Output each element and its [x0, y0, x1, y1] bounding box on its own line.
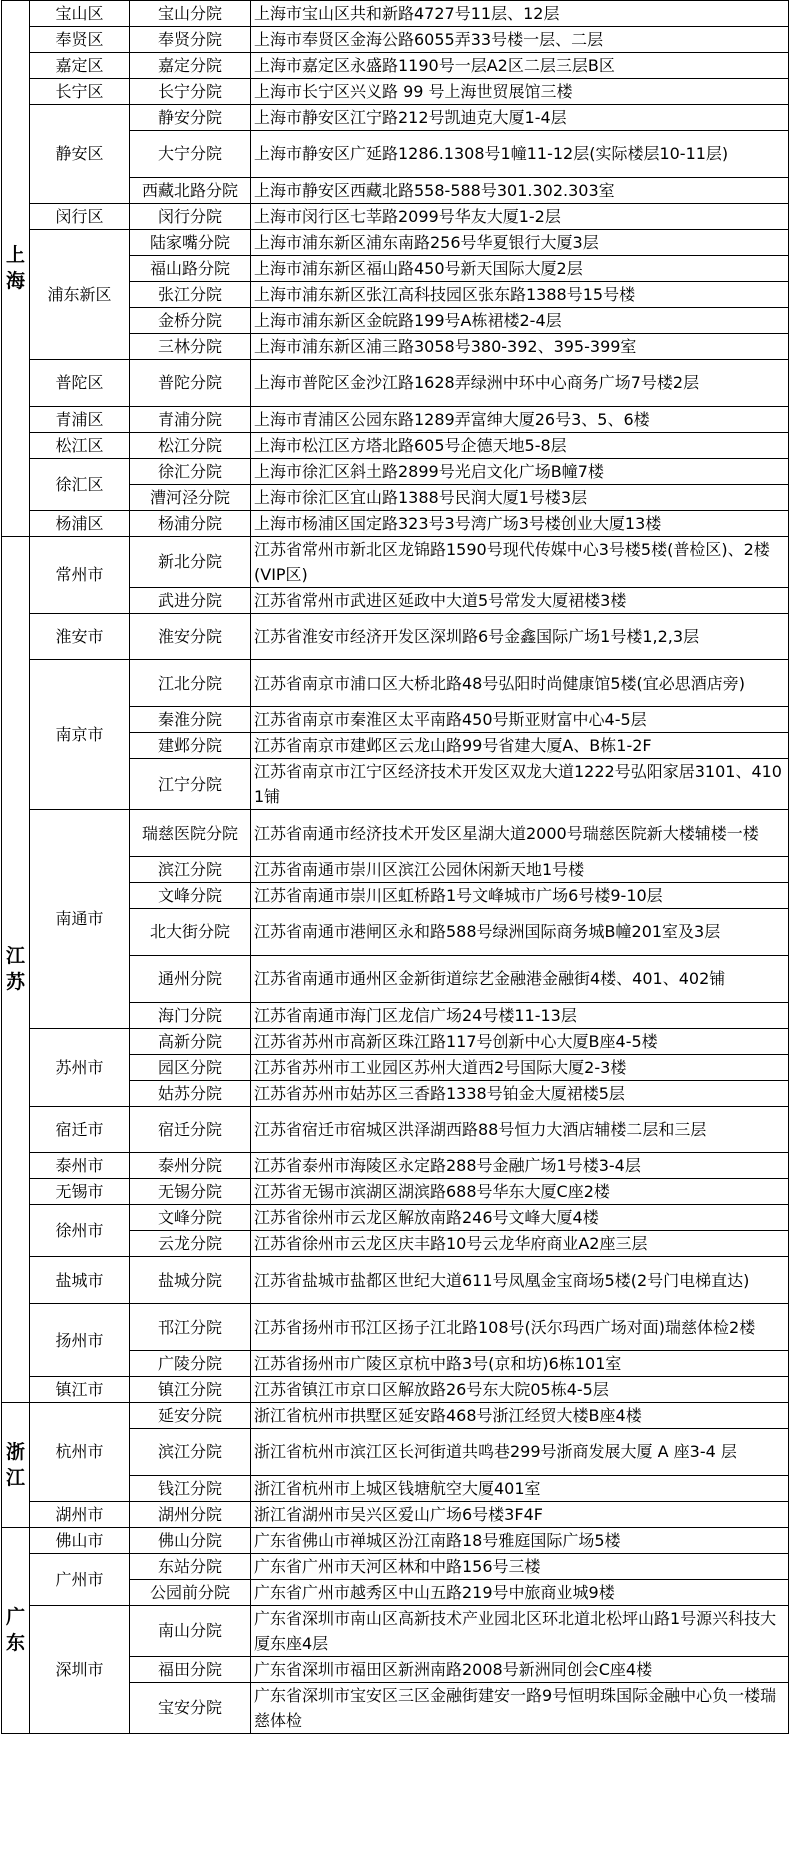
branch-cell: 滨江分院	[130, 856, 251, 882]
branch-cell: 云龙分院	[130, 1231, 251, 1257]
address-cell: 江苏省南京市江宁区经济技术开发区双龙大道1222号弘阳家居3101、4101铺	[251, 759, 789, 810]
branch-cell: 张江分院	[130, 281, 251, 307]
table-row	[2, 105, 789, 131]
district-cell: 普陀区	[30, 359, 130, 406]
district-cell: 常州市	[30, 536, 130, 613]
table-row	[2, 359, 789, 406]
province-cell	[2, 1402, 30, 1527]
branch-cell: 西藏北路分院	[130, 177, 251, 203]
district-cell: 青浦区	[30, 406, 130, 432]
address-cell: 江苏省南通市崇川区虹桥路1号文峰城市广场6号楼9-10层	[251, 882, 789, 908]
branch-cell: 漕河泾分院	[130, 484, 251, 510]
district-cell: 盐城市	[30, 1257, 130, 1304]
address-cell: 江苏省徐州市云龙区庆丰路10号云龙华府商业A2座三层	[251, 1231, 789, 1257]
address-cell: 广东省深圳市福田区新洲南路2008号新洲同创会C座4楼	[251, 1656, 789, 1682]
address-cell: 上海市奉贤区金海公路6055弄33号楼一层、二层	[251, 27, 789, 53]
branch-cell: 静安分院	[130, 105, 251, 131]
address-cell: 上海市青浦区公园东路1289弄富绅大厦26号3、5、6楼	[251, 406, 789, 432]
address-cell: 江苏省南京市浦口区大桥北路48号弘阳时尚健康馆5楼(宜必思酒店旁)	[251, 660, 789, 707]
district-cell: 广州市	[30, 1553, 130, 1605]
table-row	[2, 1402, 789, 1428]
table-row	[2, 1501, 789, 1527]
address-cell: 江苏省扬州市广陵区京杭中路3号(京和坊)6栋101室	[251, 1350, 789, 1376]
district-cell: 浦东新区	[30, 229, 130, 359]
branch-cell: 东站分院	[130, 1553, 251, 1579]
address-cell: 浙江省杭州市滨江区长河街道共鸣巷299号浙商发展大厦 A 座3-4 层	[251, 1428, 789, 1475]
branch-cell: 嘉定分院	[130, 53, 251, 79]
table-body	[2, 1, 789, 1734]
branch-cell: 新北分院	[130, 536, 251, 587]
address-cell: 江苏省苏州市高新区珠江路117号创新中心大厦B座4-5楼	[251, 1028, 789, 1054]
branch-cell: 江北分院	[130, 660, 251, 707]
address-cell: 上海市徐汇区宜山路1388号民润大厦1号楼3层	[251, 484, 789, 510]
table-row	[2, 1028, 789, 1054]
address-cell: 江苏省南通市崇川区滨江公园休闲新天地1号楼	[251, 856, 789, 882]
address-cell: 江苏省南通市海门区龙信广场24号楼11-13层	[251, 1002, 789, 1028]
branch-cell: 青浦分院	[130, 406, 251, 432]
branch-cell: 滨江分院	[130, 1428, 251, 1475]
table-row	[2, 1153, 789, 1179]
branch-cell: 无锡分院	[130, 1179, 251, 1205]
table-row	[2, 536, 789, 587]
table-row	[2, 432, 789, 458]
branch-cell: 秦淮分院	[130, 707, 251, 733]
address-cell: 江苏省南京市秦淮区太平南路450号斯亚财富中心4-5层	[251, 707, 789, 733]
table-row	[2, 1304, 789, 1351]
province-cell	[2, 1527, 30, 1733]
address-cell: 上海市杨浦区国定路323号3号湾广场3号楼创业大厦13楼	[251, 510, 789, 536]
branch-cell: 松江分院	[130, 432, 251, 458]
district-cell: 湖州市	[30, 1501, 130, 1527]
district-cell: 淮安市	[30, 613, 130, 660]
district-cell: 徐汇区	[30, 458, 130, 510]
district-cell: 松江区	[30, 432, 130, 458]
address-cell: 广东省广州市天河区林和中路156号三楼	[251, 1553, 789, 1579]
branch-cell: 文峰分院	[130, 882, 251, 908]
address-cell: 上海市长宁区兴义路 99 号上海世贸展馆三楼	[251, 79, 789, 105]
address-cell: 江苏省南通市港闸区永和路588号绿洲国际商务城B幢201室及3层	[251, 908, 789, 955]
branch-cell: 海门分院	[130, 1002, 251, 1028]
address-cell: 上海市静安区江宁路212号凯迪克大厦1-4层	[251, 105, 789, 131]
district-cell: 镇江市	[30, 1376, 130, 1402]
address-cell: 上海市浦东新区张江高科技园区张东路1388号15号楼	[251, 281, 789, 307]
address-cell: 江苏省淮安市经济开发区深圳路6号金鑫国际广场1号楼1,2,3层	[251, 613, 789, 660]
district-cell: 徐州市	[30, 1205, 130, 1257]
address-cell: 江苏省常州市武进区延政中大道5号常发大厦裙楼3楼	[251, 587, 789, 613]
table-row	[2, 229, 789, 255]
branch-table	[1, 0, 789, 1734]
branch-cell: 北大街分院	[130, 908, 251, 955]
table-row	[2, 613, 789, 660]
branch-cell: 福山路分院	[130, 255, 251, 281]
address-cell: 上海市浦东新区浦东南路256号华夏银行大厦3层	[251, 229, 789, 255]
address-cell: 上海市静安区广延路1286.1308号1幢11-12层(实际楼层10-11层)	[251, 131, 789, 178]
table-row	[2, 1605, 789, 1656]
branch-cell: 高新分院	[130, 1028, 251, 1054]
branch-cell: 邗江分院	[130, 1304, 251, 1351]
address-cell: 江苏省泰州市海陵区永定路288号金融广场1号楼3-4层	[251, 1153, 789, 1179]
branch-cell: 宝山分院	[130, 1, 251, 27]
address-cell: 江苏省南通市通州区金新街道综艺金融港金融街4楼、401、402铺	[251, 955, 789, 1002]
branch-cell: 宿迁分院	[130, 1106, 251, 1153]
branch-cell: 普陀分院	[130, 359, 251, 406]
province-label: 上海	[5, 244, 25, 293]
address-cell: 江苏省宿迁市宿城区洪泽湖西路88号恒力大酒店辅楼二层和三层	[251, 1106, 789, 1153]
province-label: 浙江	[5, 1440, 25, 1489]
district-cell: 苏州市	[30, 1028, 130, 1106]
province-label: 广东	[5, 1606, 25, 1655]
address-cell: 广东省广州市越秀区中山五路219号中旅商业城9楼	[251, 1579, 789, 1605]
address-cell: 浙江省杭州市拱墅区延安路468号浙江经贸大楼B座4楼	[251, 1402, 789, 1428]
table-row	[2, 53, 789, 79]
address-cell: 广东省佛山市禅城区汾江南路18号雅庭国际广场5楼	[251, 1527, 789, 1553]
branch-cell: 湖州分院	[130, 1501, 251, 1527]
district-cell: 杨浦区	[30, 510, 130, 536]
table-row	[2, 1553, 789, 1579]
branch-cell: 宝安分院	[130, 1682, 251, 1733]
branch-cell: 武进分院	[130, 587, 251, 613]
branch-cell: 泰州分院	[130, 1153, 251, 1179]
district-cell: 无锡市	[30, 1179, 130, 1205]
address-cell: 上海市浦东新区福山路450号新天国际大厦2层	[251, 255, 789, 281]
table-row	[2, 1, 789, 27]
branch-cell: 瑞慈医院分院	[130, 810, 251, 857]
branch-cell: 淮安分院	[130, 613, 251, 660]
district-cell: 泰州市	[30, 1153, 130, 1179]
address-cell: 江苏省镇江市京口区解放路26号东大院05栋4-5层	[251, 1376, 789, 1402]
branch-cell: 钱江分院	[130, 1475, 251, 1501]
address-cell: 上海市静安区西藏北路558-588号301.302.303室	[251, 177, 789, 203]
address-cell: 上海市浦东新区金皖路199号A栋裙楼2-4层	[251, 307, 789, 333]
address-cell: 上海市普陀区金沙江路1628弄绿洲中环中心商务广场7号楼2层	[251, 359, 789, 406]
address-cell: 浙江省湖州市吴兴区爱山广场6号楼3F4F	[251, 1501, 789, 1527]
table-row	[2, 1205, 789, 1231]
address-cell: 上海市浦东新区浦三路3058号380-392、395-399室	[251, 333, 789, 359]
district-cell: 奉贤区	[30, 27, 130, 53]
district-cell: 宝山区	[30, 1, 130, 27]
branch-cell: 福田分院	[130, 1656, 251, 1682]
address-cell: 江苏省南通市经济技术开发区星湖大道2000号瑞慈医院新大楼辅楼一楼	[251, 810, 789, 857]
district-cell: 嘉定区	[30, 53, 130, 79]
branch-cell: 大宁分院	[130, 131, 251, 178]
table-row	[2, 1376, 789, 1402]
province-cell	[2, 1, 30, 537]
branch-cell: 徐汇分院	[130, 458, 251, 484]
table-row	[2, 660, 789, 707]
address-cell: 浙江省杭州市上城区钱塘航空大厦401室	[251, 1475, 789, 1501]
table-row	[2, 406, 789, 432]
branch-cell: 南山分院	[130, 1605, 251, 1656]
branch-cell: 奉贤分院	[130, 27, 251, 53]
table-row	[2, 510, 789, 536]
address-cell: 江苏省盐城市盐都区世纪大道611号凤凰金宝商场5楼(2号门电梯直达)	[251, 1257, 789, 1304]
table-row	[2, 810, 789, 857]
address-cell: 江苏省扬州市邗江区扬子江北路108号(沃尔玛西广场对面)瑞慈体检2楼	[251, 1304, 789, 1351]
branch-cell: 盐城分院	[130, 1257, 251, 1304]
district-cell: 宿迁市	[30, 1106, 130, 1153]
table-row	[2, 1106, 789, 1153]
address-cell: 广东省深圳市南山区高新技术产业园北区环北道北松坪山路1号源兴科技大厦东座4层	[251, 1605, 789, 1656]
table-row	[2, 1179, 789, 1205]
address-cell: 上海市嘉定区永盛路1190号一层A2区二层三层B区	[251, 53, 789, 79]
branch-cell: 闵行分院	[130, 203, 251, 229]
address-cell: 江苏省徐州市云龙区解放南路246号文峰大厦4楼	[251, 1205, 789, 1231]
branch-cell: 佛山分院	[130, 1527, 251, 1553]
district-cell: 长宁区	[30, 79, 130, 105]
branch-cell: 镇江分院	[130, 1376, 251, 1402]
branch-cell: 陆家嘴分院	[130, 229, 251, 255]
province-cell	[2, 536, 30, 1402]
branch-cell: 公园前分院	[130, 1579, 251, 1605]
district-cell: 南京市	[30, 660, 130, 810]
branch-cell: 延安分院	[130, 1402, 251, 1428]
district-cell: 静安区	[30, 105, 130, 204]
branch-cell: 三林分院	[130, 333, 251, 359]
table-row	[2, 79, 789, 105]
branch-cell: 园区分院	[130, 1054, 251, 1080]
address-cell: 江苏省苏州市姑苏区三香路1338号铂金大厦裙楼5层	[251, 1080, 789, 1106]
address-cell: 广东省深圳市宝安区三区金融街建安一路9号恒明珠国际金融中心负一楼瑞慈体检	[251, 1682, 789, 1733]
branch-cell: 建邺分院	[130, 733, 251, 759]
district-cell: 深圳市	[30, 1605, 130, 1733]
address-cell: 上海市徐汇区斜土路2899号光启文化广场B幢7楼	[251, 458, 789, 484]
province-label: 江苏	[5, 945, 25, 994]
district-cell: 扬州市	[30, 1304, 130, 1377]
branch-cell: 长宁分院	[130, 79, 251, 105]
address-cell: 江苏省常州市新北区龙锦路1590号现代传媒中心3号楼5楼(普检区)、2楼(VIP区)	[251, 536, 789, 587]
table-row	[2, 27, 789, 53]
table-row	[2, 203, 789, 229]
address-cell: 上海市宝山区共和新路4727号11层、12层	[251, 1, 789, 27]
branch-cell: 姑苏分院	[130, 1080, 251, 1106]
branch-cell: 广陵分院	[130, 1350, 251, 1376]
address-cell: 江苏省南京市建邺区云龙山路99号省建大厦A、B栋1-2F	[251, 733, 789, 759]
address-cell: 上海市闵行区七莘路2099号华友大厦1-2层	[251, 203, 789, 229]
branch-cell: 文峰分院	[130, 1205, 251, 1231]
table-row	[2, 458, 789, 484]
branch-cell: 通州分院	[130, 955, 251, 1002]
branch-cell: 杨浦分院	[130, 510, 251, 536]
branch-cell: 金桥分院	[130, 307, 251, 333]
district-cell: 杭州市	[30, 1402, 130, 1501]
address-cell: 江苏省苏州市工业园区苏州大道西2号国际大厦2-3楼	[251, 1054, 789, 1080]
district-cell: 佛山市	[30, 1527, 130, 1553]
district-cell: 闵行区	[30, 203, 130, 229]
table-row	[2, 1527, 789, 1553]
branch-cell: 江宁分院	[130, 759, 251, 810]
address-cell: 上海市松江区方塔北路605号企德天地5-8层	[251, 432, 789, 458]
table-row	[2, 1257, 789, 1304]
address-cell: 江苏省无锡市滨湖区湖滨路688号华东大厦C座2楼	[251, 1179, 789, 1205]
district-cell: 南通市	[30, 810, 130, 1028]
